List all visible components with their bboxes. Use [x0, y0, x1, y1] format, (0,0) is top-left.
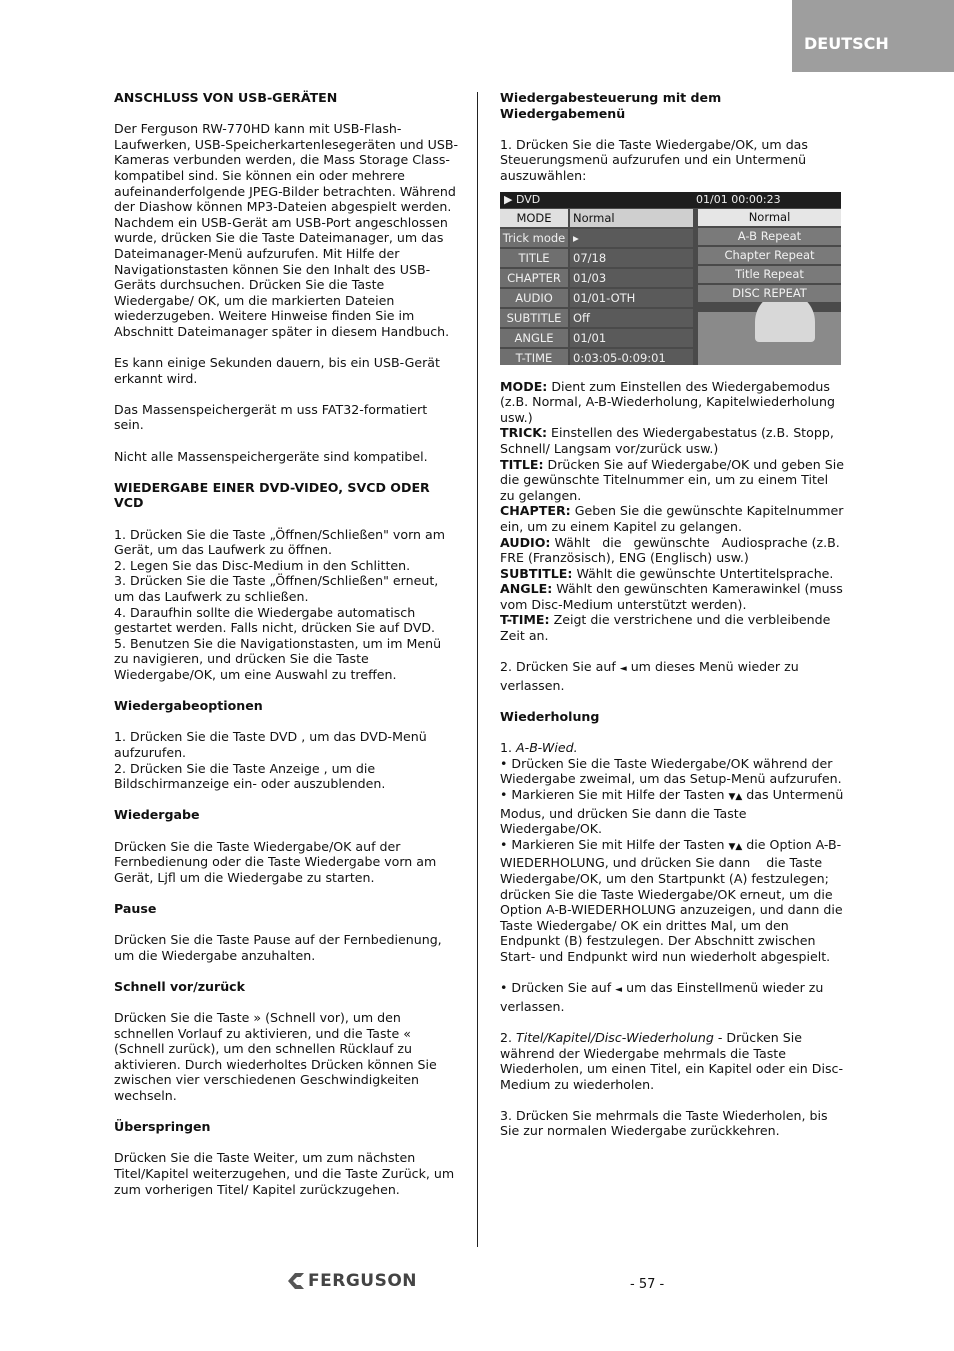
osd-value: 0:03:05-0:09:01 [570, 349, 693, 365]
dvd-step: 3. Drücken Sie die Taste „Öffnen/Schließen" erneut, um das Laufwerk zu schließen. [114, 573, 439, 604]
osd-row [500, 269, 693, 287]
ab-title: 1. A-B-Wied. [500, 740, 578, 756]
osd-submenu-item: Normal [698, 209, 841, 226]
osd-row [500, 349, 693, 365]
left-arrow-icon: ◄ [619, 664, 627, 675]
osd-key: TITLE [500, 249, 568, 267]
brand-name: FERGUSON [308, 1271, 417, 1291]
down-up-arrows-icon: ▼▲ [728, 841, 743, 852]
osd-key: SUBTITLE [500, 309, 568, 327]
osd-value: 07/18 [570, 249, 693, 267]
osd-row [500, 229, 693, 247]
osd-row [500, 209, 693, 227]
desc-item: SUBTITLE: Wählt die gewünschte Untertitelsprache. [500, 565, 834, 581]
ab-bullet: • Drücken Sie die Taste Wiedergabe/OK während der Wiedergabe zweimal, um das Setup-Menü aufzurufen. [500, 755, 842, 787]
osd-submenu-item: A-B Repeat [698, 228, 841, 245]
desc-item: AUDIO: Wählt die gewünschte Audiosprache (z.B. FRE (Französisch), ENG (Englisch) usw.) [500, 534, 852, 566]
control-step-2: 2. Drücken Sie auf ◄ um dieses Menü wieder zu verlassen. [500, 659, 799, 693]
repeat-heading: Wiederholung [500, 709, 600, 725]
osd-value: ▸ [570, 229, 693, 247]
desc-item: ANGLE: Wählt den gewünschten Kamerawinkel (muss vom Disc-Medium unterstützt werden). [500, 581, 843, 612]
down-up-arrows-icon: ▼▲ [728, 792, 743, 802]
ab-bullet: • Markieren Sie mit Hilfe der Tasten ▼▲ das Untermenü Modus, und drücken Sie dann die Taste Wiedergabe/OK. [500, 787, 844, 837]
ferguson-logo-icon [286, 1272, 306, 1290]
left-column [114, 90, 459, 1197]
usb-heading: ANSCHLUSS VON USB-GERÄTEN [114, 90, 338, 105]
options-step: 2. Drücken Sie die Taste Anzeige , um die Bildschirmanzeige ein- oder auszublenden. [114, 760, 386, 792]
fast-heading: Schnell vor/zurück [114, 978, 246, 994]
osd-value: Off [570, 309, 693, 327]
osd-value: 01/01 [570, 329, 693, 347]
fast-text: Drücken Sie die Taste » (Schnell vor), um den schnellen Vorlauf zu aktivieren, und die Taste « (Schnell zurück), um den schnellen Rücklauf zu aktivieren. Durch wiederholtes Drücken können Sie zwischen vier verschiedenen Geschwindigkeiten wechseln. [114, 1010, 437, 1103]
osd-key: Trick mode [500, 229, 568, 247]
dvd-step: 5. Benutzen Sie die Navigationstasten, um im Menü zu navigieren, und drücken Sie die Taste Wiedergabe/OK, um eine Auswahl zu treffen. [114, 635, 442, 682]
column-divider [477, 92, 478, 1247]
osd-row [500, 289, 693, 307]
osd-value: 01/03 [570, 269, 693, 287]
osd-value: Normal [570, 209, 693, 227]
dvd-step: 1. Drücken Sie die Taste „Öffnen/Schließen" vorn am Gerät, um das Laufwerk zu öffnen. [114, 526, 446, 558]
usb-paragraph-2: Es kann einige Sekunden dauern, bis ein USB-Gerät erkannt wird. [114, 355, 440, 386]
desc-item: TRICK: Einstellen des Wiedergabestatus (z.B. Stopp, Schnell/ Langsam vor/zurück usw.) [500, 425, 834, 456]
control-heading: Wiedergabesteuerung mit dem Wiedergabemenü [500, 90, 722, 121]
skip-text: Drücken Sie die Taste Weiter, um zum nächsten Titel/Kapitel weiterzugehen, und die Taste Zurück, um zum vorherigen Titel/ Kapitel zurückzugehen. [114, 1150, 455, 1197]
osd-screenshot [500, 192, 841, 365]
osd-row [500, 329, 693, 347]
desc-item: CHAPTER: Geben Sie die gewünschte Kapitelnummer ein, um zu einem Kapitel zu gelangen. [500, 503, 844, 534]
left-arrow-icon: ◄ [615, 985, 623, 996]
control-step-1: 1. Drücken Sie die Taste Wiedergabe/OK, um das Steuerungsmenü aufzurufen und ein Untermenü auszuwählen: [500, 136, 808, 183]
language-tab: DEUTSCH [792, 0, 954, 72]
desc-item: TITLE: Drücken Sie auf Wiedergabe/OK und geben Sie die gewünschte Titelnummer ein, um zu einem Titel zu gelangen. [500, 456, 844, 503]
title-chapter-repeat: 2. Titel/Kapitel/Disc-Wiederholung - Drücken Sie während der Wiedergabe mehrmals die Taste Wiederholen, um einen Titel, ein Kapitel oder ein Disc-Medium zu wiederholen. [500, 1029, 844, 1092]
osd-time: 01/01 00:00:23 [696, 192, 781, 206]
ab-bullet: • Markieren Sie mit Hilfe der Tasten ▼▲ die Option A-B-WIEDERHOLUNG, und drücken Sie dann die Taste Wiedergabe/OK, um den Startpunkt (A) festzulegen; drücken Sie die Taste Wiedergabe/OK erneut, um die Option A-B-WIEDERHOLUNG anzuzeigen, und dann die Taste Wiedergabe/ OK ein drittes Mal, um den Endpunkt (B) festzulegen. Der Abschnitt zwischen Start- und Endpunkt wird nun wiederholt abgespielt. [500, 836, 847, 964]
osd-value: 01/01-OTH [570, 289, 693, 307]
osd-key: AUDIO [500, 289, 568, 307]
pause-heading: Pause [114, 900, 157, 916]
page-number: - 57 - [630, 1277, 665, 1292]
dvd-heading: WIEDERGABE EINER DVD-VIDEO, SVCD ODER VCD [114, 479, 430, 511]
play-text: Drücken Sie die Taste Wiedergabe/OK auf der Fernbedienung oder die Taste Wiedergabe vorn am Gerät, Ljfl um die Wiedergabe zu starten. [114, 838, 437, 885]
options-step: 1. Drücken Sie die Taste DVD , um das DVD-Menü aufzurufen. [114, 729, 427, 760]
osd-submenu-item: Title Repeat [698, 266, 841, 283]
usb-paragraph-4: Nicht alle Massenspeichergeräte sind kompatibel. [114, 448, 428, 464]
osd-row [500, 309, 693, 327]
osd-row [500, 249, 693, 267]
step-3: 3. Drücken Sie mehrmals die Taste Wiederholen, bis Sie zur normalen Wiedergabe zurückkehren. [500, 1107, 828, 1139]
usb-paragraph-1: Der Ferguson RW-770HD kann mit USB-Flash-Laufwerken, USB-Speicherkartenlesegeräten und USB-Kameras verbunden werden, die Mass Storage Class-kompatibel sind. Sie können ein oder mehrere aufeinanderfolgende JPEG-Bilder betrachten. Während der Diashow können MP3-Dateien abgespielt werden. Nachdem ein USB-Gerät am USB-Port angeschlossen wurde, drücken Sie die Taste Dateimanager, um das Dateimanager-Menü aufzurufen. Mit Hilfe der Navigationstasten können Sie den Inhalt des USB-Geräts durchsuchen. Drücken Sie die Taste Wiedergabe/ OK, um die markierten Dateien wiederzugeben. Weitere Hinweise finden Sie im Abschnitt Dateimanager später in diesem Handbuch. [114, 121, 459, 339]
dvd-step: 4. Daraufhin sollte die Wiedergabe automatisch gestartet werden. Falls nicht, drücken Sie auf DVD. [114, 604, 436, 636]
osd-key: T-TIME [500, 349, 568, 365]
skip-heading: Überspringen [114, 1119, 211, 1135]
osd-top-bar [500, 192, 841, 208]
desc-item: T-TIME: Zeigt die verstrichene und die verbleibende Zeit an. [500, 612, 831, 644]
osd-source: ▶ DVD [504, 192, 541, 206]
osd-key: ANGLE [500, 329, 568, 347]
play-heading: Wiedergabe [114, 807, 200, 823]
dvd-step: 2. Legen Sie das Disc-Medium in den Schlitten. [114, 557, 411, 573]
osd-submenu-item: DISC REPEAT [698, 285, 841, 302]
usb-paragraph-3: Das Massenspeichergerät m uss FAT32-formatiert sein. [114, 401, 428, 433]
osd-submenu-item: Chapter Repeat [698, 247, 841, 264]
options-heading: Wiedergabeoptionen [114, 698, 263, 714]
right-column [500, 90, 852, 1139]
ab-bullet: • Drücken Sie auf ◄ um das Einstellmenü wieder zu verlassen. [500, 980, 824, 1014]
osd-key: MODE [500, 209, 568, 227]
osd-key: CHAPTER [500, 269, 568, 287]
ferguson-logo [286, 1270, 436, 1292]
desc-item: MODE: Dient zum Einstellen des Wiedergabemodus (z.B. Normal, A-B-Wiederholung, Kapitelwiederholung usw.) [500, 378, 835, 425]
pause-text: Drücken Sie die Taste Pause auf der Fernbedienung, um die Wiedergabe anzuhalten. [114, 932, 442, 963]
